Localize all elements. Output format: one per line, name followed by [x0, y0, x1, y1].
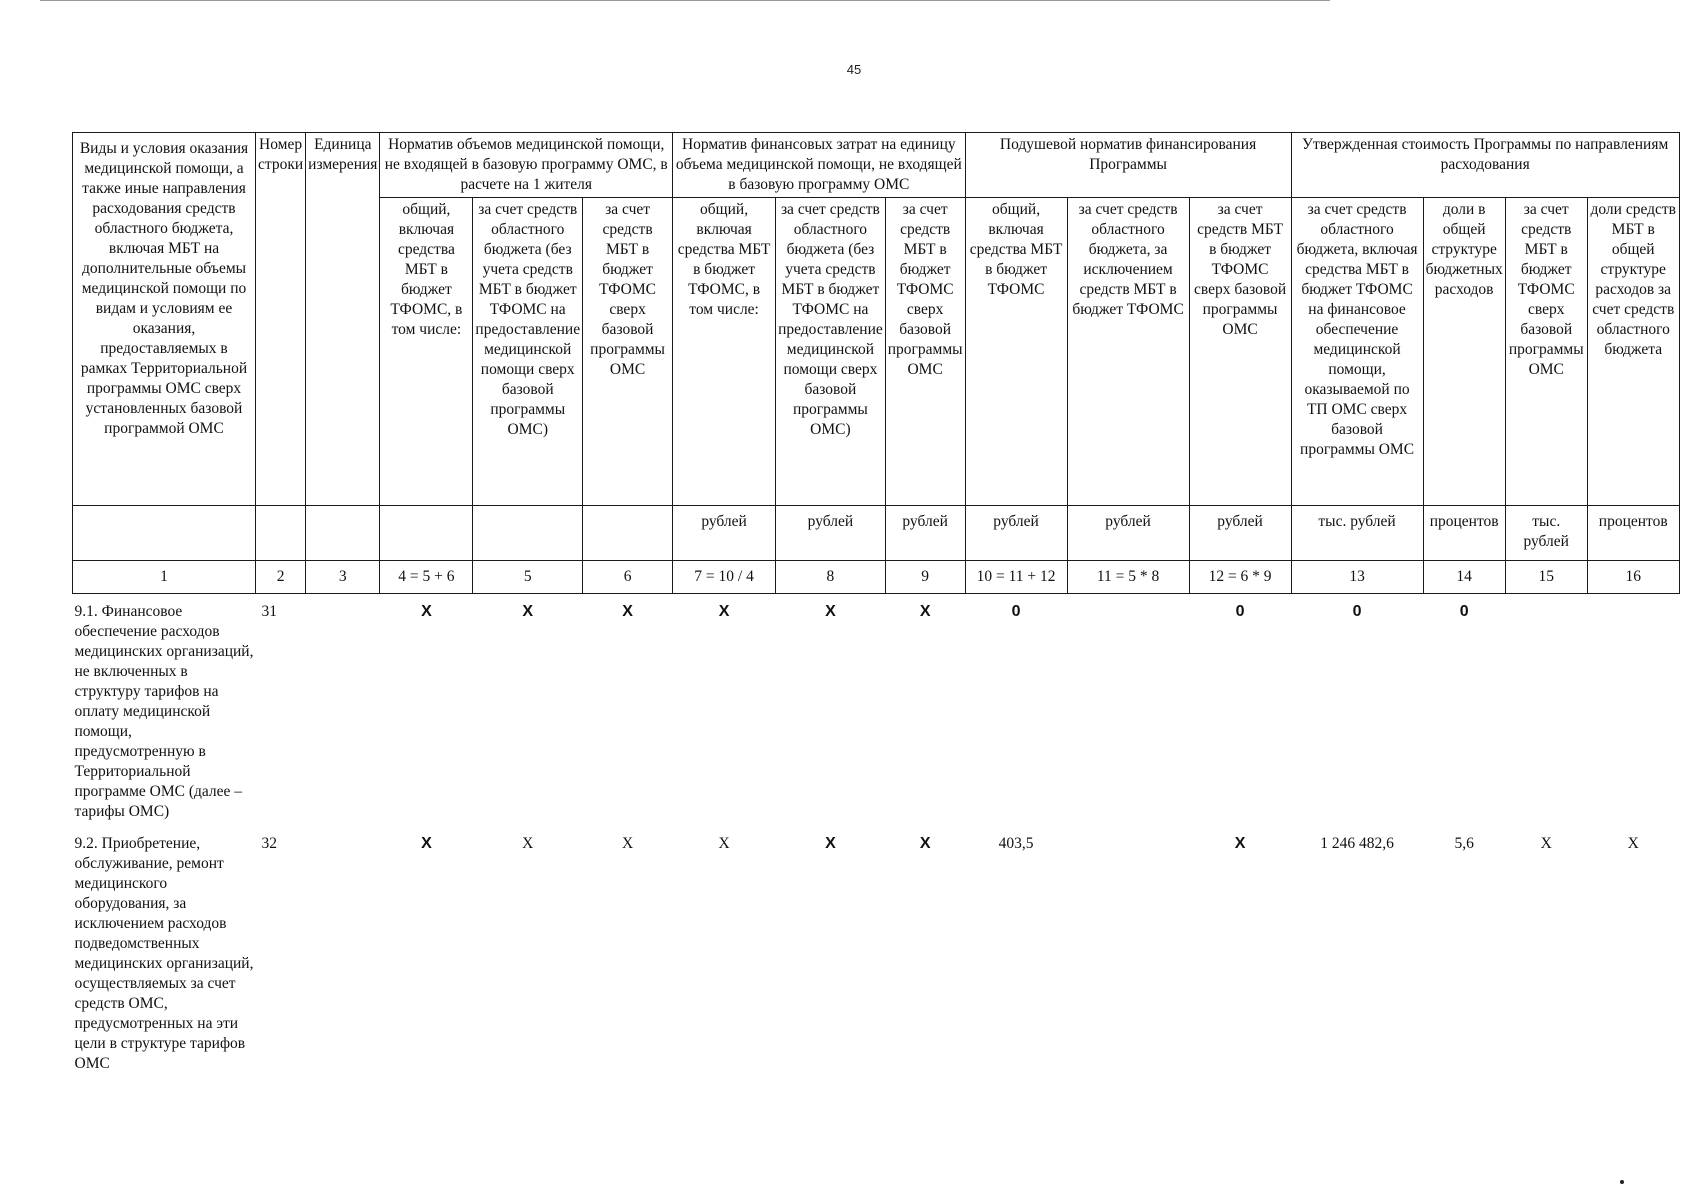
row-cell: X	[622, 603, 633, 620]
column-number: 9	[885, 561, 965, 594]
column-number: 2	[256, 561, 306, 594]
header-sub-16: доли средств МБТ в общей структуре расходов за счет средств областного бюджета	[1587, 198, 1679, 506]
header-sub-15: за счет средств МБТ в бюджет ТФОМС сверх базовой программы ОМС	[1505, 198, 1587, 506]
unit-cell	[256, 506, 306, 561]
row-cell: X	[825, 834, 836, 852]
column-number: 8	[776, 561, 886, 594]
row-cell	[1067, 594, 1189, 826]
header-group-costs: Норматив финансовых затрат на единицу объема медицинской помощи, не входящей в базовую программу ОМС	[673, 133, 965, 198]
column-number: 4 = 5 + 6	[380, 561, 473, 594]
header-sub-8: за счет средств областного бюджета (без учета средств МБТ в бюджет ТФОМС на предоставление медицинской помощи сверх базовой программы ОМС)	[776, 198, 886, 506]
row-cell	[1067, 826, 1189, 1076]
unit-cell: рублей	[673, 506, 776, 561]
row-cell: X	[919, 834, 931, 852]
row-number: 32	[261, 834, 277, 852]
row-cell: X	[621, 834, 634, 852]
unit-cell	[473, 506, 583, 561]
header-group-volume: Норматив объемов медицинской помощи, не входящей в базовую программу ОМС, в расчете на 1 жителя	[380, 133, 673, 198]
row-cell: 0	[1235, 603, 1245, 620]
column-number: 12 = 6 * 9	[1189, 561, 1291, 594]
row-cell: X	[718, 603, 730, 620]
row-number: 31	[261, 603, 277, 620]
unit-cell: рублей	[1189, 506, 1291, 561]
column-number: 13	[1291, 561, 1423, 594]
row-cell	[306, 594, 380, 826]
budget-table	[72, 132, 1680, 1076]
row-cell: 0	[1459, 603, 1469, 620]
column-number: 1	[73, 561, 256, 594]
row-cell: X	[1234, 834, 1246, 852]
row-cell: X	[1627, 834, 1639, 852]
unit-cell	[380, 506, 473, 561]
column-number: 7 = 10 / 4	[673, 561, 776, 594]
unit-cell	[583, 506, 673, 561]
header-sub-10: общий, включая средства МБТ в бюджет ТФОМС	[965, 198, 1067, 506]
row-cell: X	[421, 603, 432, 620]
header-row-column-numbers	[73, 561, 1680, 594]
unit-cell	[73, 506, 256, 561]
column-number: 5	[473, 561, 583, 594]
row-cell: X	[718, 834, 730, 852]
column-number: 6	[583, 561, 673, 594]
row-cell: 403,5	[998, 834, 1034, 852]
row-cell	[1505, 594, 1587, 826]
unit-cell: рублей	[965, 506, 1067, 561]
row-cell: 0	[1352, 603, 1362, 620]
header-group-cost-approved: Утвержденная стоимость Программы по направлениям расходования	[1291, 133, 1679, 198]
header-sub-14: доли в общей структуре бюджетных расходов	[1423, 198, 1505, 506]
header-row-groups	[73, 133, 1680, 198]
unit-cell: процентов	[1587, 506, 1679, 561]
unit-cell: процентов	[1423, 506, 1505, 561]
header-sub-7: общий, включая средства МБТ в бюджет ТФОМС, в том числе:	[673, 198, 776, 506]
column-number: 14	[1423, 561, 1505, 594]
header-group-per-capita: Подушевой норматив финансирования Программы	[965, 133, 1291, 198]
unit-cell: рублей	[776, 506, 886, 561]
row-cell: X	[919, 603, 931, 620]
unit-cell	[306, 506, 380, 561]
unit-cell: тыс. рублей	[1291, 506, 1423, 561]
header-sub-13: за счет средств областного бюджета, включая средства МБТ в бюджет ТФОМС на финансовое обеспечение медицинской помощи, оказываемой по ТП ОМС сверх базовой программы ОМС	[1291, 198, 1423, 506]
row-description: 9.2. Приобретение, обслуживание, ремонт медицинского оборудования, за исключением расходов подведомственных медицинских организаций, осуществляемых за счет средств ОМС, предусмотренных на эти цели в структуре тарифов ОМС	[74, 834, 254, 1072]
table-row	[73, 826, 1680, 1076]
row-cell: X	[825, 603, 836, 620]
column-number: 10 = 11 + 12	[965, 561, 1067, 594]
scan-edge-line	[40, 0, 1330, 1]
header-sub-12: за счет средств МБТ в бюджет ТФОМС сверх базовой программы ОМС	[1189, 198, 1291, 506]
header-sub-5: за счет средств областного бюджета (без учета средств МБТ в бюджет ТФОМС на предоставление медицинской помощи сверх базовой программы ОМС)	[473, 198, 583, 506]
row-cell: X	[522, 834, 534, 852]
table-row	[73, 594, 1680, 826]
row-cell: X	[1540, 834, 1552, 852]
row-cell: 1 246 482,6	[1320, 834, 1394, 852]
unit-cell: рублей	[885, 506, 965, 561]
header-sub-9: за счет средств МБТ в бюджет ТФОМС сверх базовой программы ОМС	[885, 198, 965, 506]
row-cell	[1587, 594, 1679, 826]
row-cell: X	[522, 603, 534, 620]
row-cell: 0	[1011, 603, 1021, 620]
scan-speck	[1620, 1180, 1624, 1184]
row-description: 9.1. Финансовое обеспечение расходов медицинских организаций, не включенных в структуру тарифов на оплату медицинской помощи, предусмотренную в Территориальной программе ОМС (далее – тарифы ОМС)	[74, 603, 254, 820]
row-cell: 5,6	[1454, 834, 1474, 852]
header-row-units	[73, 506, 1680, 561]
header-kind-of-care: Виды и условия оказания медицинской помощи, а также иные направления расходования средств областного бюджета, включая МБТ на дополнительные объемы медицинской помощи по видам и условиям ее оказания, предоставляемых в рамках Территориальной программы ОМС сверх установленных базовой программой ОМС	[73, 133, 256, 506]
page-number: 45	[846, 62, 862, 77]
row-cell	[306, 826, 380, 1076]
column-number: 16	[1587, 561, 1679, 594]
header-sub-4: общий, включая средства МБТ в бюджет ТФОМС, в том числе:	[380, 198, 473, 506]
header-unit: Единица измерения	[306, 133, 380, 506]
header-sub-6: за счет средств МБТ в бюджет ТФОМС сверх базовой программы ОМС	[583, 198, 673, 506]
row-cell: X	[421, 834, 432, 852]
header-row-number: Номер строки	[256, 133, 306, 506]
header-sub-11: за счет средств областного бюджета, за исключением средств МБТ в бюджет ТФОМС	[1067, 198, 1189, 506]
column-number: 15	[1505, 561, 1587, 594]
unit-cell: тыс. рублей	[1505, 506, 1587, 561]
unit-cell: рублей	[1067, 506, 1189, 561]
column-number: 11 = 5 * 8	[1067, 561, 1189, 594]
column-number: 3	[306, 561, 380, 594]
